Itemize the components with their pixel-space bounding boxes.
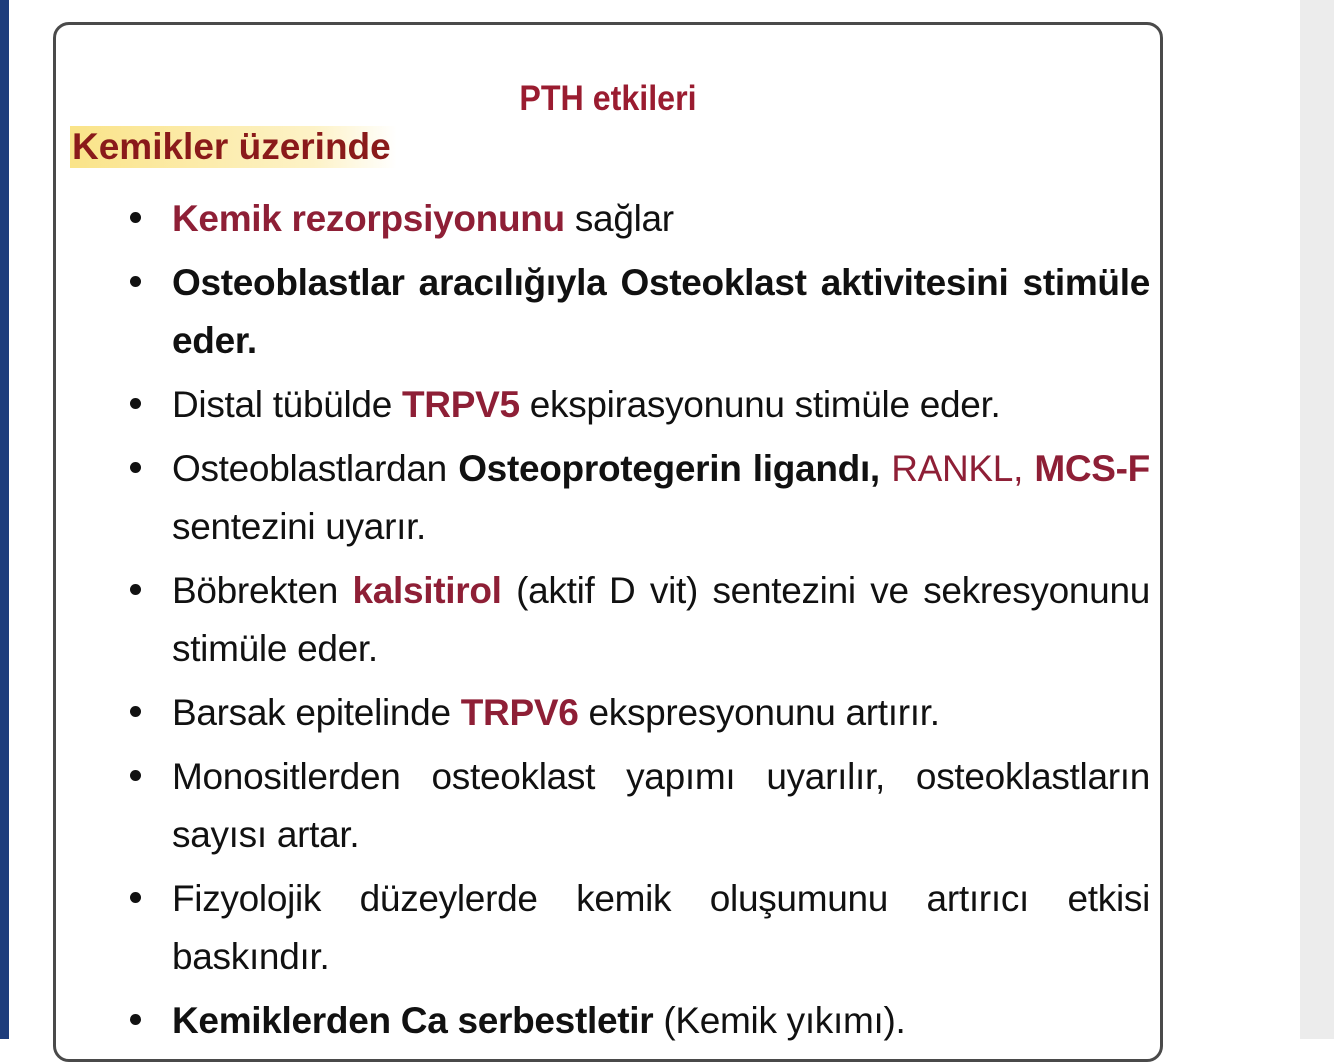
bullet-item-1 xyxy=(172,190,1150,248)
bullet-item-4 xyxy=(172,440,1150,556)
bullet-6-text-c: ekspresyonunu artırır. xyxy=(578,692,940,733)
bullet-4-space-2 xyxy=(1023,448,1034,489)
bullet-item-7 xyxy=(172,748,1150,864)
bullet-9-text: (Kemik yıkımı). xyxy=(653,1000,906,1041)
bullet-list xyxy=(172,190,1150,1050)
bullet-item-5 xyxy=(172,562,1150,678)
bullet-item-3 xyxy=(172,376,1150,434)
bullet-8-text: Fizyolojik düzeylerde kemik oluşumunu artırıcı etkisi baskındır. xyxy=(172,878,1150,977)
bullet-5-text-c: (aktif D vit) sentezini ve sekresyonunu stimüle eder. xyxy=(172,570,1150,669)
bullet-3-highlight: TRPV5 xyxy=(401,384,520,425)
bullet-4-space-1 xyxy=(880,448,891,489)
bullet-item-6 xyxy=(172,684,1150,742)
bullet-item-2 xyxy=(172,254,1150,370)
right-scroll-gutter xyxy=(1300,0,1334,1039)
bullet-4-bold: Osteoprotegerin ligandı, xyxy=(458,448,880,489)
bullet-5-highlight: kalsitirol xyxy=(352,570,502,611)
bullet-1-text: sağlar xyxy=(564,198,674,239)
bullet-1-highlight: Kemik rezorpsiyonunu xyxy=(172,198,565,239)
bullet-3-text-c: ekspirasyonunu stimüle eder. xyxy=(519,384,1001,425)
bullet-5-text-a: Böbrekten xyxy=(172,570,353,611)
bullet-6-highlight: TRPV6 xyxy=(460,692,579,733)
section-heading: Kemikler üzerinde xyxy=(70,126,397,168)
bullet-7-text: Monositlerden osteoklast yapımı uyarılır, osteoklastların sayısı artar. xyxy=(172,756,1150,855)
bullet-2-text: Osteoblastlar aracılığıyla Osteoklast aktivitesini stimüle eder. xyxy=(172,262,1150,361)
bullet-item-8 xyxy=(172,870,1150,986)
left-edge-bar xyxy=(0,0,9,1039)
bullet-4-text-a: Osteoblastlardan xyxy=(172,448,459,489)
bullet-6-text-a: Barsak epitelinde xyxy=(172,692,461,733)
bullet-4-text-g: sentezini uyarır. xyxy=(172,506,427,547)
bullet-item-9 xyxy=(172,992,1150,1050)
card-title: PTH etkileri xyxy=(519,79,697,118)
bullet-4-highlight-rankl: RANKL, xyxy=(891,448,1024,489)
bullet-9-bold: Kemiklerden Ca serbestletir xyxy=(172,1000,654,1041)
bullet-3-text-a: Distal tübülde xyxy=(172,384,402,425)
bullet-4-highlight-mcsf: MCS-F xyxy=(1034,448,1150,489)
